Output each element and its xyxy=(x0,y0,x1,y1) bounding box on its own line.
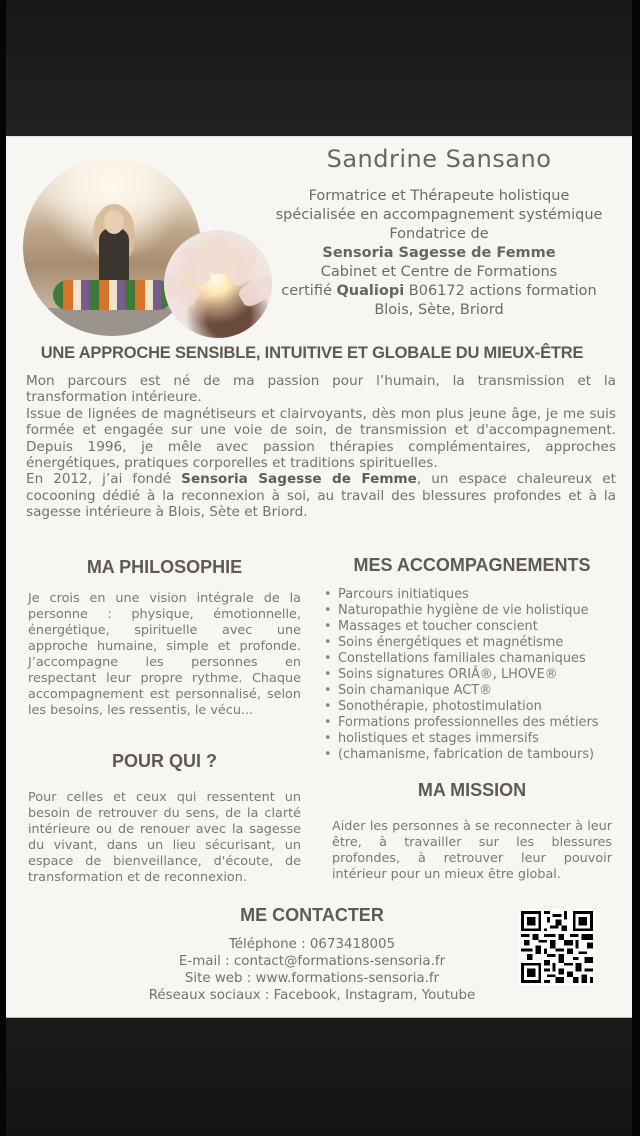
list-item: • Parcours initiatiques xyxy=(322,587,622,603)
for-whom-text: Pour celles et ceux qui ressentent un besoin de retrouver du sens, de la clarté intérieure ou de renouer avec la sagesse du vivant, dans un lieu sécurisant, un espace de bienveillance, d'écoute, de transformation et de reconnexion. xyxy=(28,790,301,885)
mission-title: MA MISSION xyxy=(417,780,527,800)
list-item: • Soins signatures ORIÂ®, LHOVE® xyxy=(322,667,622,683)
company-name-inline: Sensoria Sagesse de Femme xyxy=(181,471,417,488)
list-item: • Constellations familiales chamaniques xyxy=(322,651,622,667)
contact-website[interactable]: Site web : www.formations-sensoria.fr xyxy=(184,971,440,986)
list-item: • Naturopathie hygiène de vie holistique xyxy=(322,603,622,619)
list-item-continuation: • (chamanisme, fabrication de tambours) xyxy=(322,747,622,763)
list-item: • Soin chamanique ACT® xyxy=(322,683,622,699)
qr-code[interactable] xyxy=(519,909,595,985)
contact-phone[interactable]: Téléphone : 0673418005 xyxy=(228,937,396,952)
company-name: Sensoria Sagesse de Femme xyxy=(322,245,556,261)
philosophy-text: Je crois en une vision intégrale de la personne : physique, émotionnelle, énergétique, spirituelle avec une approche humaine, simple et profonde. J’accompagne les personnes en respectant leur propre rythme. Chaque accompagnement est personnalisé, selon les besoins, les ressentis, le vécu... xyxy=(28,591,301,718)
list-item-continuation: • holistiques et stages immersifs xyxy=(322,731,622,747)
intro-paragraph-1: Mon parcours est né de ma passion pour l’humain, la transmission et la transformation intérieure. xyxy=(26,373,616,406)
company-description: Cabinet et Centre de Formations xyxy=(320,264,558,280)
profile-founder-label: Fondatrice de xyxy=(389,226,489,242)
mission-text: Aider les personnes à se reconnecter à leur être, à travailler sur les blessures profondes, à retrouver leur pouvoir intérieur pour un mieux être global. xyxy=(332,819,612,882)
profile-header xyxy=(250,145,628,320)
contact-section xyxy=(126,905,498,1004)
profile-name: Sandrine Sansano xyxy=(326,145,552,173)
list-item: • Sonothérapie, photostimulation xyxy=(322,699,622,715)
intro-paragraph-3: En 2012, j’ai fondé Sensoria Sagesse de Femme, un espace chaleureux et cocooning dédié à la reconnexion à soi, au travail des blessures profondes et à la sagesse intérieure à Blois, Sète et Briord. xyxy=(26,471,616,521)
list-item: • Soins énergétiques et magnétisme xyxy=(322,635,622,651)
accompaniments-list xyxy=(322,587,622,763)
qualiopi-label: Qualiopi xyxy=(336,283,405,299)
for-whom-section xyxy=(28,751,301,886)
contact-social: Réseaux sociaux : Facebook, Instagram, Youtube xyxy=(148,988,476,1003)
profile-specialty: spécialisée en accompagnement systémique xyxy=(275,207,603,223)
list-item: • Formations professionnelles des métiers xyxy=(322,715,622,731)
list-item: • Massages et toucher conscient xyxy=(322,619,622,635)
intro-text xyxy=(26,373,616,521)
mission-section xyxy=(332,780,612,883)
locations: Blois, Sète, Briord xyxy=(374,302,504,318)
philosophy-section xyxy=(28,557,301,719)
right-frame-edge xyxy=(632,0,640,1136)
for-whom-title: POUR QUI ? xyxy=(111,751,217,771)
accompaniments-title: MES ACCOMPAGNEMENTS xyxy=(353,555,591,575)
contact-title: ME CONTACTER xyxy=(240,905,384,925)
profile-role: Formatrice et Thérapeute holistique xyxy=(308,188,570,204)
contact-email[interactable]: E-mail : contact@formations-sensoria.fr xyxy=(178,954,446,969)
profile-card xyxy=(6,136,632,1018)
certification-line: certifié Qualiopi B06172 actions formation xyxy=(281,283,597,299)
intro-paragraph-2: Issue de lignées de magnétiseurs et clairvoyants, dès mon plus jeune âge, je me suis formée et engagée sur une voie de soin, de transmission et d'accompagnement. Depuis 1996, je mêle avec passion thérapies complémentaires, approches énergétiques, pratiques corporelles et traditions spirituelles. xyxy=(26,405,616,472)
qr-code-icon xyxy=(521,911,593,983)
approach-title: UNE APPROCHE SENSIBLE, INTUITIVE ET GLOBALE DU MIEUX-ÊTRE xyxy=(40,344,584,362)
accompaniments-section xyxy=(322,555,622,763)
philosophy-title: MA PHILOSOPHIE xyxy=(86,557,243,577)
